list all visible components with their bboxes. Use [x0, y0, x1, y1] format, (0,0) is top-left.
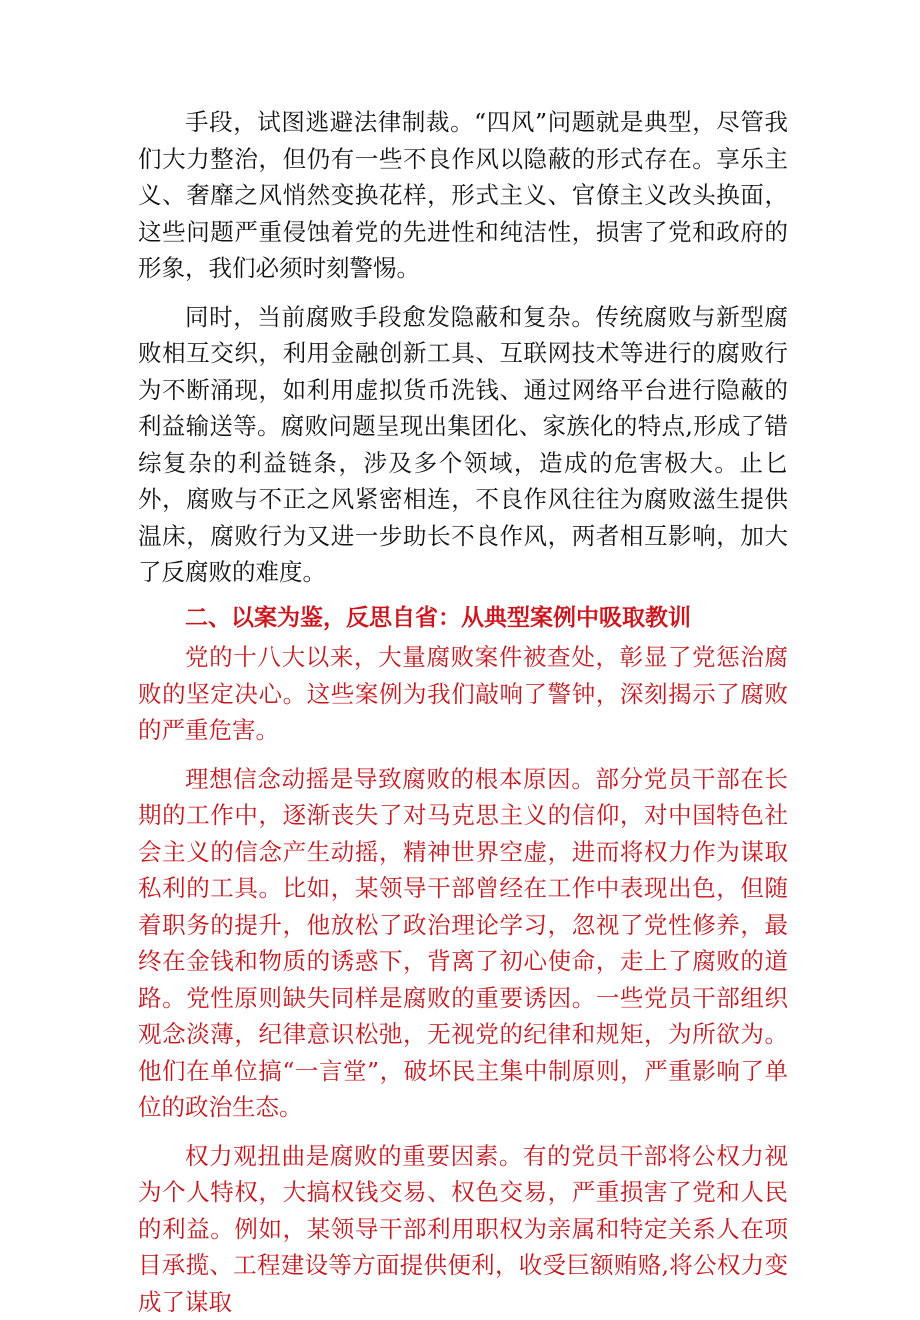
paragraph-power-view: 权力观扭曲是腐败的重要因素。有的党员干部将公权力视为个人特权，大搞权钱交易、权色交易，严重损害了党和人民的利益。例如，某领导干部利用职权为亲属和特定关系人在项目承揽、工程建设等方面提供便利，收受巨额贿赂,将公权力变成了谋取	[138, 1138, 788, 1320]
paragraph-corruption-methods: 同时，当前腐败手段愈发隐蔽和复杂。传统腐败与新型腐败相互交织，利用金融创新工具、互联网技术等进行的腐败行为不断涌现，如利用虚拟货币洗钱、通过网络平台进行隐蔽的利益输送等。腐败问题呈现出集团化、家族化的特点,形成了错综复杂的利益链条，涉及多个领域，造成的危害极大。止匕外，腐败与不正之风紧密相连，不良作风往往为腐败滋生提供温床，腐败行为又进一步助长不良作风，两者相互影响，加大了反腐败的难度。	[138, 299, 788, 591]
paragraph-ideals-belief: 理想信念动摇是导致腐败的根本原因。部分党员干部在长期的工作中，逐渐丧失了对马克思主义的信仰，对中国特色社会主义的信念产生动摇，精神世界空虚，进而将权力作为谋取私利的工具。比如，某领导干部曾经在工作中表现出色，但随着职务的提升，他放松了政治理论学习，忽视了党性修养，最终在金钱和物质的诱惑下，背离了初心使命，走上了腐败的道路。党性原则缺失同样是腐败的重要诱因。一些党员干部组织观念淡薄，纪律意识松弛，无视党的纪律和规矩，为所欲为。他们在单位搞“一言堂”，破坏民主集中制原则，严重影响了单位的政治生态。	[138, 761, 788, 1126]
paragraph-four-winds: 手段，试图逃避法律制裁。“四风”问题就是典型，尽管我们大力整治，但仍有一些不良作风以隐蔽的形式存在。享乐主义、奢靡之风悄然变换花样，形式主义、官僚主义改头换面，这些问题严重侵蚀着党的先进性和纯洁性，损害了党和政府的形象，我们必须时刻警惕。	[138, 104, 788, 287]
paragraph-cases-intro: 党的十八大以来，大量腐败案件被查处，彰显了党惩治腐败的坚定决心。这些案例为我们敲响了警钟，深刻揭示了腐败的严重危害。	[138, 639, 788, 749]
section-heading: 二、以案为鉴，反思自省：从典型案例中吸取教训	[138, 600, 788, 637]
document-body	[138, 104, 788, 1320]
